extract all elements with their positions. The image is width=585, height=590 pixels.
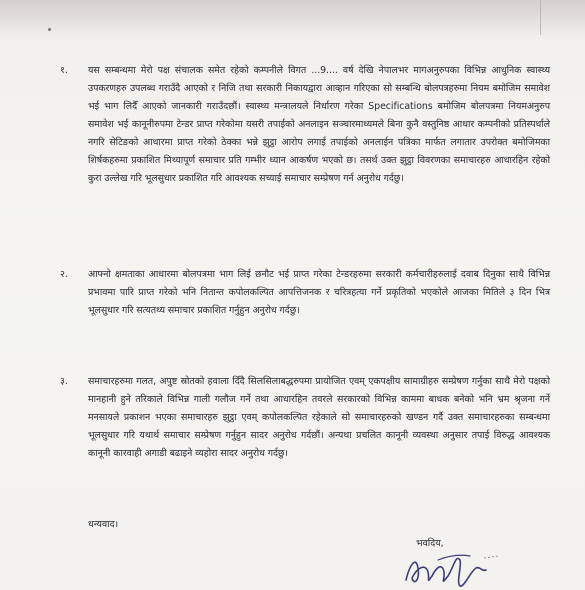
handwritten-signature	[398, 546, 508, 590]
paper-edge-line	[540, 0, 541, 35]
paper-fold-shadow	[0, 0, 585, 40]
paragraph-number: ३.	[60, 376, 68, 387]
paper-mark	[48, 28, 51, 31]
paragraph-text: आफ्नो क्षमताका आधारमा बोलपत्रमा भाग लिई छनौट भई प्राप्त गरेका टेन्डरहरुमा सरकारी कर्मचारीहरुलाई दवाब दिनुका साथै विभिन्न प्रभावमा पारि प्राप्त गरेको भनि नितान्त कपोलकल्पित आपत्तिजनक र चरित्रहत्या गर्ने प्रकृतिको भएकोले आजका मितिले ३ दिन भित्र भूलसुधार गरि सत्यतथ्य समाचार प्रकाशित गर्नुहुन अनुरोध गर्दछु।	[88, 269, 550, 316]
paragraph-number: २.	[60, 269, 68, 280]
letter-paragraph-1	[60, 62, 550, 188]
paragraph-text: यस सम्बन्धमा मेरो पक्ष संचालक समेत रहेको कम्पनीले विगत ...9.... वर्ष देखि नेपालभर मागअनुरुपका विभिन्न आधुनिक स्वास्थ्य उपकरणहरु उपलब्ध गराउँदै आएको र निजि तथा सरकारी निकायद्वारा आव्हान गरिएका सो सम्बन्धि बोलपत्रहरुमा नियम बमोजिम समावेश भई भाग लिदैँ आएको जानकारी गराउँदछौं। स्वास्थ्य मन्त्रालयले निर्धारण गरेका Specifications बमोजिम बोलपत्रमा नियमअनुरुप समावेश भई कानूनीरुपमा टेन्डर प्राप्त गरेकोमा यसरी तपाईको अनलाइन सञ्चारमाध्यमले बिना कुनै वस्तुनिष्ठ आधार कम्पनीको प्रतिस्पर्धाले नगरि सेटिङको आधारमा प्राप्त गरेको ठेक्का भन्ने झुट्ठा आरोप लगाई तपाईको अनलाईन पत्रिका मार्फत लगातार उपरोक्त बमोजिमका शिर्षकहरुमा प्रकाशित मिथ्यापूर्ण समाचार प्रति गम्भीर ध्यान आकर्षण भएको छ। तसर्थ उक्त झुट्ठा विवरणका समाचारहरु आधारहिन रहेको कुरा उल्लेख गरि भूलसुधार प्रकाशित गरि आवश्यक सच्याई समाचार सम्प्रेषण गर्न अनुरोध गर्दछु।	[88, 65, 550, 184]
paragraph-text: समाचारहरुमा गलत, अपुष्ट स्रोतको हवाला दिँदै सिलसिलाबद्धरुपमा प्रायोजित एवम् एकपक्षीय सामाग्रीहरु सम्प्रेषण गर्नुका साथै मेरो पक्षको मानहानी हुने तरिकाले विभिन्न गाली गलौज गर्ने तथा आधारहिन तवरले सरकारको विभिन्न काममा बाधक बनेको भनि भ्रम श्रृजना गर्ने मनसायले प्रकाशन भएका समाचारहरु झुट्ठा एवम् कपोलकल्पित रहेकाले सो समाचारहरुको खण्डन गर्दै उक्त समाचारहरुका सम्बन्धमा भूलसुधार गरि यथार्थ समाचार सम्प्रेषण गर्नुहुन सादर अनुरोध गर्दछौं। अन्यथा प्रचलित कानूनी व्यवस्था अनुसार तपाई विरुद्ध आवश्यक कानूनी कारवाही अगाडी बढाइने व्यहोरा सादर अनुरोध गर्दछु।	[88, 376, 550, 459]
signoff-label: भवदिय,	[416, 538, 444, 549]
paragraph-number: १.	[60, 65, 68, 76]
closing-thanks: धन्यवाद।	[88, 519, 119, 530]
letter-paragraph-2	[60, 266, 550, 320]
letter-paragraph-3	[60, 373, 550, 463]
